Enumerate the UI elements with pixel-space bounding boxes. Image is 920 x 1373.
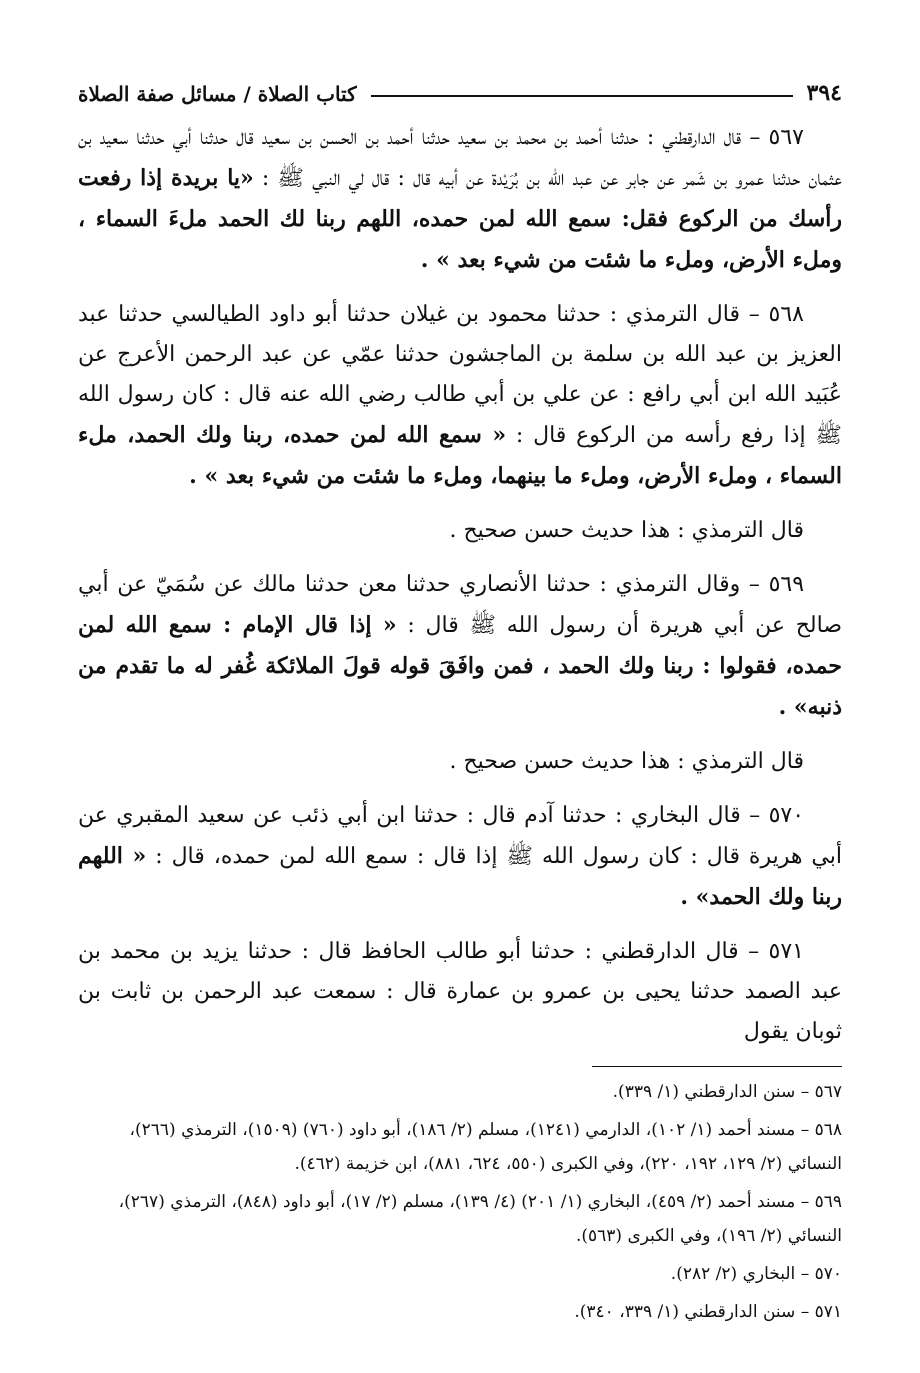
page-number: ٣٩٤ [806,79,842,106]
hadith-quote: «يا بريدة إذا رفعت رأسك من الركوع فقل: سمع الله لمن حمده، اللهم ربنا لك الحمد ملءَ السماء ، وملء الأرض، وملء ما شئت من شيء بعد » . [78,165,842,273]
footnote-569 [78,1185,842,1253]
footnote-570 [78,1257,842,1291]
hadith-text: قال الدارقطني : حدثنا أبو طالب الحافظ قال : حدثنا يزيد بن محمد بن عبد الصمد حدثنا يحيى بن عمرو بن عمارة قال : سمعت عبد الرحمن بن ثابت بن ثوبان يقول [78,939,842,1044]
hadith-quote: « إذا قال الإمام : سمع الله لمن حمده، فقولوا : ربنا ولك الحمد ، فمن وافَقَ قوله قولَ الملائكة غُفر له ما تقدم من ذنبه» . [78,612,842,720]
footnote-number: ٥٦٨ – [800,1120,842,1140]
footnotes [78,1075,842,1329]
footnote-number: ٥٧٠ – [800,1264,842,1284]
hadith-570 [78,796,842,918]
hadith-567 [78,118,842,281]
running-header [78,70,842,106]
footnote-number: ٥٦٩ – [800,1192,842,1212]
hadith-569 [78,565,842,728]
hadith-number: ٥٦٧ – [749,125,804,150]
hadith-number: ٥٦٨ – [748,302,804,327]
footnote-text: البخاري (٢/ ٢٨٢). [670,1264,796,1284]
hadith-571 [78,932,842,1052]
hadith-text: قال الترمذي : حدثنا محمود بن غيلان حدثنا أبو داود الطيالسي حدثنا عبد العزيز بن عبد الله بن سلمة بن الماجشون حدثنا عمّي عن عبد الرحمن الأعرج عن عُبَيد الله ابن أبي رافع : عن علي بن أبي طالب رضي الله عنه قال : كان رسول الله ﷺ إذا رفع رأسه من الركوع قال : [78,302,843,448]
footnote-text: سنن الدارقطني (١/ ٣٣٩، ٣٤٠). [574,1302,796,1322]
footnote-567 [78,1075,842,1109]
hadith-number: ٥٧١ – [748,939,804,964]
hadith-text: قال البخاري : حدثنا آدم قال : حدثنا ابن أبي ذئب عن سعيد المقبري عن أبي هريرة قال : كان رسول الله ﷺ إذا قال : سمع الله لمن حمده، قال : [78,803,842,869]
grading-text: قال الترمذي : هذا حديث حسن صحيح . [449,518,804,543]
hadith-568 [78,295,842,497]
hadith-number: ٥٦٩ – [748,572,805,597]
footnote-571 [78,1295,842,1329]
hadith-number: ٥٧٠ – [749,803,805,828]
main-text [78,118,842,1052]
grading-text: قال الترمذي : هذا حديث حسن صحيح . [449,749,804,774]
book-page [78,70,842,1333]
footnote-text: سنن الدارقطني (١/ ٣٣٩). [612,1082,796,1102]
footnote-number: ٥٦٧ – [800,1082,842,1102]
footnote-number: ٥٧١ – [800,1302,842,1322]
chapter-title: كتاب الصلاة / مسائل صفة الصلاة [78,82,357,106]
hadith-text: قال الدارقطني : حدثنا أحمد بن محمد بن سعيد حدثنا أحمد بن الحسن بن سعيد قال حدثنا أبي حدثنا سعيد بن عثمان حدثنا عمرو بن شَمر عن جابر عن عبد الله بن بُرَيْدة عن أبيه قال : قال لي النبي ﷺ : [78,125,843,191]
footnote-568 [78,1113,842,1181]
hadith-quote: « اللهم ربنا ولك الحمد» . [78,843,842,910]
hadith-text: وقال الترمذي : حدثنا الأنصاري حدثنا معن حدثنا مالك عن سُمَيّ عن أبي صالح عن أبي هريرة أن رسول الله ﷺ قال : [78,572,843,638]
footnote-text: مسند أحمد (١/ ١٠٢)، الدارمي (١٢٤١)، مسلم (٢/ ١٨٦)، أبو داود (٧٦٠) (١٥٠٩)، الترمذي (٢٦٦)، النسائي (٢/ ١٢٩، ١٩٢، ٢٢٠)، وفي الكبرى (٥٥٠، ٦٢٤، ٨٨١)، ابن خزيمة (٤٦٢). [129,1120,842,1174]
header-rule [371,95,793,97]
grading-note [78,742,842,782]
grading-note [78,511,842,551]
footnote-separator [592,1066,842,1067]
footnote-text: مسند أحمد (٢/ ٤٥٩)، البخاري (١/ ٢٠١) (٤/ ١٣٩)، مسلم (٢/ ١٧)، أبو داود (٨٤٨)، الترمذي (٢٦٧)، النسائي (٢/ ١٩٦)، وفي الكبرى (٥٦٣). [118,1192,842,1246]
hadith-quote: « سمع الله لمن حمده، ربنا ولك الحمد، ملء السماء ، وملء الأرض، وملء ما بينهما، وملء ما شئت من شيء بعد » . [78,422,842,489]
